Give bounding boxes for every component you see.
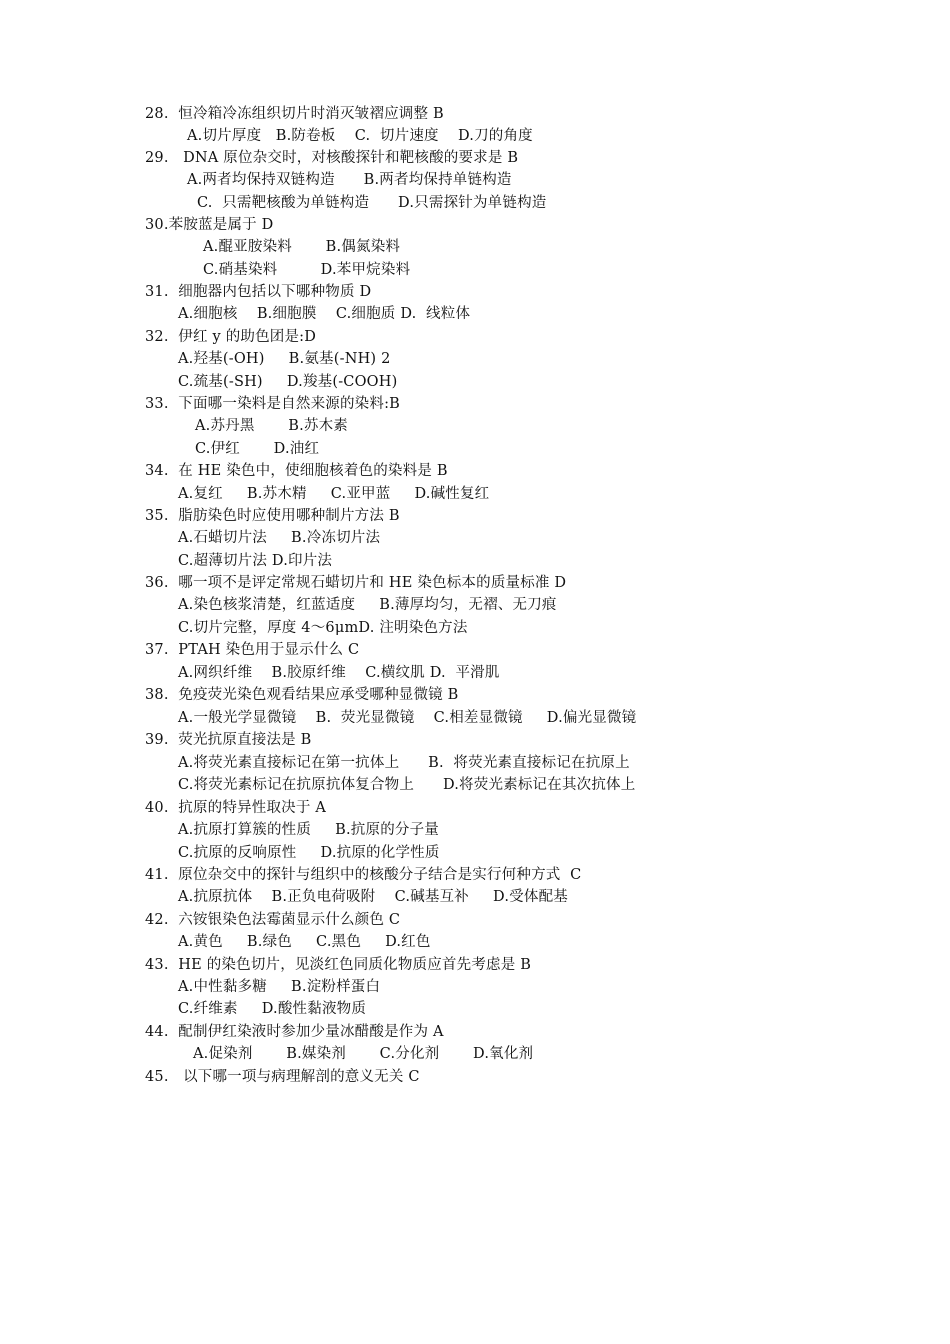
options-36-a-b: A.染色核浆清楚，红蓝适度 B.薄厚均匀，无褶、无刀痕 <box>178 597 557 613</box>
question-30: 30.苯胺蓝是属于 D <box>145 217 274 233</box>
options-42: A.黄色 B.绿色 C.黑色 D.红色 <box>178 934 431 950</box>
question-37: 37. PTAH 染色用于显示什么 C <box>145 642 360 658</box>
options-41: A.抗原抗体 B.正负电荷吸附 C.碱基互补 D.受体配基 <box>178 889 568 905</box>
options-30-c-d: C.硝基染料 D.苯甲烷染料 <box>203 262 411 278</box>
question-36: 36. 哪一项不是评定常规石蜡切片和 HE 染色标本的质量标准 D <box>145 575 567 591</box>
options-35-a-b: A.石蜡切片法 B.冷冻切片法 <box>178 530 381 546</box>
options-39-a-b: A.将荧光素直接标记在第一抗体上 B. 将荧光素直接标记在抗原上 <box>178 755 630 771</box>
question-41: 41. 原位杂交中的探针与组织中的核酸分子结合是实行何种方式 C <box>145 867 582 883</box>
question-31: 31. 细胞器内包括以下哪种物质 D <box>145 284 372 300</box>
options-29-c-d: C. 只需靶核酸为单链构造 D.只需探针为单链构造 <box>197 195 547 211</box>
options-30-a-b: A.醌亚胺染料 B.偶氮染料 <box>203 239 401 255</box>
options-34: A.复红 B.苏木精 C.亚甲蓝 D.碱性复红 <box>178 486 490 502</box>
options-32-a-b: A.羟基(-OH) B.氨基(-NH) 2 <box>178 351 391 367</box>
options-43-c-d: C.纤维素 D.酸性黏液物质 <box>178 1001 367 1017</box>
options-43-a-b: A.中性黏多糖 B.淀粉样蛋白 <box>178 979 381 995</box>
question-42: 42. 六铵银染色法霉菌显示什么颜色 C <box>145 912 401 928</box>
question-28: 28. 恒冷箱冷冻组织切片时消灭皱褶应调整 B <box>145 106 444 122</box>
question-35: 35. 脂肪染色时应使用哪种制片方法 B <box>145 508 400 524</box>
options-39-c-d: C.将荧光素标记在抗原抗体复合物上 D.将荧光素标记在其次抗体上 <box>178 777 636 793</box>
options-33-c-d: C.伊红 D.油红 <box>195 441 320 457</box>
question-34: 34. 在 HE 染色中，使细胞核着色的染料是 B <box>145 463 448 479</box>
options-40-c-d: C.抗原的反响原性 D.抗原的化学性质 <box>178 845 440 861</box>
options-32-c-d: C.巯基(-SH) D.羧基(-COOH) <box>178 374 398 390</box>
question-43: 43. HE 的染色切片，见淡红色同质化物质应首先考虑是 B <box>145 957 532 973</box>
options-44: A.促染剂 B.媒染剂 C.分化剂 D.氧化剂 <box>193 1046 534 1062</box>
question-29: 29. DNA 原位杂交时，对核酸探针和靶核酸的要求是 B <box>145 150 519 166</box>
options-40-a-b: A.抗原打算簇的性质 B.抗原的分子量 <box>178 822 439 838</box>
question-39: 39. 荧光抗原直接法是 B <box>145 732 312 748</box>
question-32: 32. 伊红 y 的助色团是:D <box>145 329 317 345</box>
question-45: 45. 以下哪一项与病理解剖的意义无关 C <box>145 1069 420 1085</box>
options-38: A.一般光学显微镜 B. 荧光显微镜 C.相差显微镜 D.偏光显微镜 <box>178 710 637 726</box>
question-40: 40. 抗原的特异性取决于 A <box>145 800 327 816</box>
options-28: A.切片厚度 B.防卷板 C. 切片速度 D.刀的角度 <box>187 128 533 144</box>
question-38: 38. 免疫荧光染色观看结果应承受哪种显微镜 B <box>145 687 459 703</box>
question-44: 44. 配制伊红染液时参加少量冰醋酸是作为 A <box>145 1024 444 1040</box>
options-37: A.网织纤维 B.胶原纤维 C.横纹肌 D. 平滑肌 <box>178 665 500 681</box>
options-33-a-b: A.苏丹黑 B.苏木素 <box>195 418 349 434</box>
options-35-c-d: C.超薄切片法 D.印片法 <box>178 553 333 569</box>
question-33: 33. 下面哪一染料是自然来源的染料:B <box>145 396 401 412</box>
options-29-a-b: A.两者均保持双链构造 B.两者均保持单链构造 <box>187 172 512 188</box>
options-36-c-d: C.切片完整，厚度 4～6μmD. 注明染色方法 <box>178 620 468 636</box>
options-31: A.细胞核 B.细胞膜 C.细胞质 D. 线粒体 <box>178 306 471 322</box>
